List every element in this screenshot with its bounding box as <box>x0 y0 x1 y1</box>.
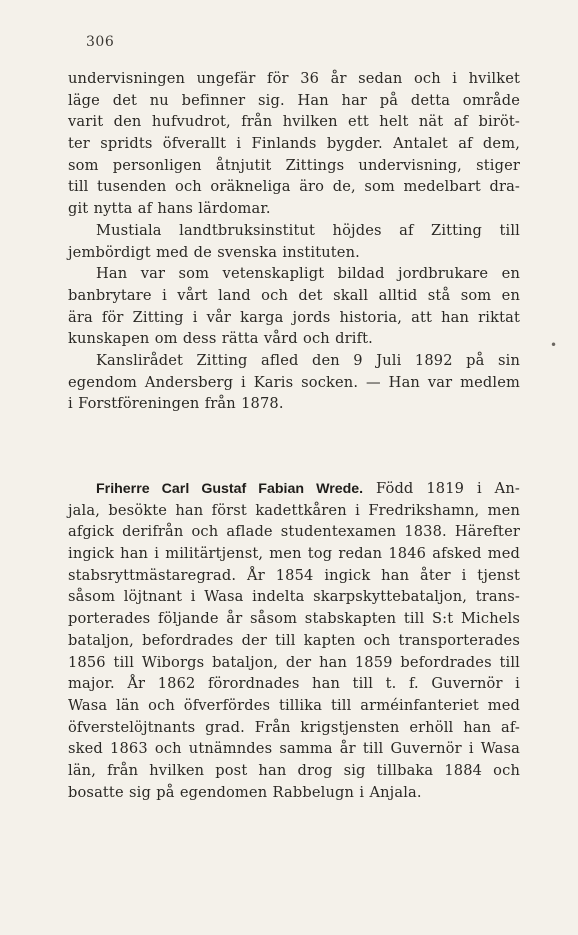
text-line: Han var som vetenskapligt bildad jordbrukare en <box>96 265 520 283</box>
text-line: Kanslirådet Zitting afled den 9 Juli 1892 på sin <box>96 351 520 369</box>
text-line: egendom Andersberg i Karis socken. — Han var medlem <box>68 373 520 391</box>
text-line: stabsryttmästaregrad. År 1854 ingick han åter i tjenst <box>68 566 520 584</box>
text-line: läge det nu befinner sig. Han har på detta område <box>68 91 520 109</box>
text-line: öfverstelöjtnants grad. Från krigstjensten erhöll han af- <box>68 718 520 736</box>
text-line: som personligen åtnjutit Zittings undervisning, stiger <box>68 156 520 174</box>
text-line: ära för Zitting i vår karga jords historia, att han riktat <box>68 308 520 326</box>
text-line: varit den hufvudrot, från hvilken ett helt nät af biröt- <box>68 113 520 131</box>
text-fragment: Född 1819 i An- <box>376 480 520 497</box>
text-line: major. År 1862 förordnades han till t. f. Guvernör i <box>68 675 520 693</box>
text-line: Mustiala landtbruksinstitut höjdes af Zitting till <box>96 221 520 239</box>
person-name-heading: Friherre Carl Gustaf Fabian Wrede. <box>96 481 364 497</box>
text-line: bosatte sig på egendomen Rabbelugn i Anjala. <box>68 783 422 801</box>
text-line: sked 1863 och utnämndes samma år till Guvernör i Wasa <box>68 740 520 758</box>
text-block-wrede <box>68 478 520 803</box>
page-number: 306 <box>86 34 115 50</box>
text-line: 1856 till Wiborgs bataljon, der han 1859 befordrades till <box>68 653 520 671</box>
text-line: till tusenden och oräkneliga äro de, som medelbart dra- <box>68 178 520 196</box>
text-line: län, från hvilken post han drog sig tillbaka 1884 och <box>68 761 520 779</box>
text-line: bataljon, befordrades der till kapten och transporterades <box>68 631 520 649</box>
text-line: ingick han i militärtjenst, men tog redan 1846 afsked med <box>68 545 520 563</box>
text-block-upper <box>68 68 520 415</box>
text-line: porterades följande år såsom stabskapten till S:t Michels <box>68 610 520 628</box>
text-line: ter spridts öfverallt i Finlands bygder. Antalet af dem, <box>68 135 520 153</box>
text-line: git nytta af hans lärdomar. <box>68 200 271 218</box>
text-line: i Forstföreningen från 1878. <box>68 395 284 413</box>
text-line: undervisningen ungefär för 36 år sedan och i hvilket <box>68 70 520 87</box>
text-line: kunskapen om dess rätta vård och drift. <box>68 330 373 348</box>
text-line: afgick derifrån och aflade studentexamen 1838. Härefter <box>68 523 520 541</box>
text-line: jembördigt med de svenska instituten. <box>68 243 360 261</box>
text-line: Wasa län och öfverfördes tillika till arméinfanteriet med <box>68 696 520 714</box>
text-line: jala, besökte han först kadettkåren i Fredrikshamn, men <box>68 501 520 519</box>
text-line: banbrytare i vårt land och det skall alltid stå som en <box>68 286 520 304</box>
margin-mark: • <box>550 338 558 352</box>
biography-heading-line <box>68 478 520 500</box>
text-line: såsom löjtnant i Wasa indelta skarpskyttebataljon, trans- <box>68 588 520 606</box>
